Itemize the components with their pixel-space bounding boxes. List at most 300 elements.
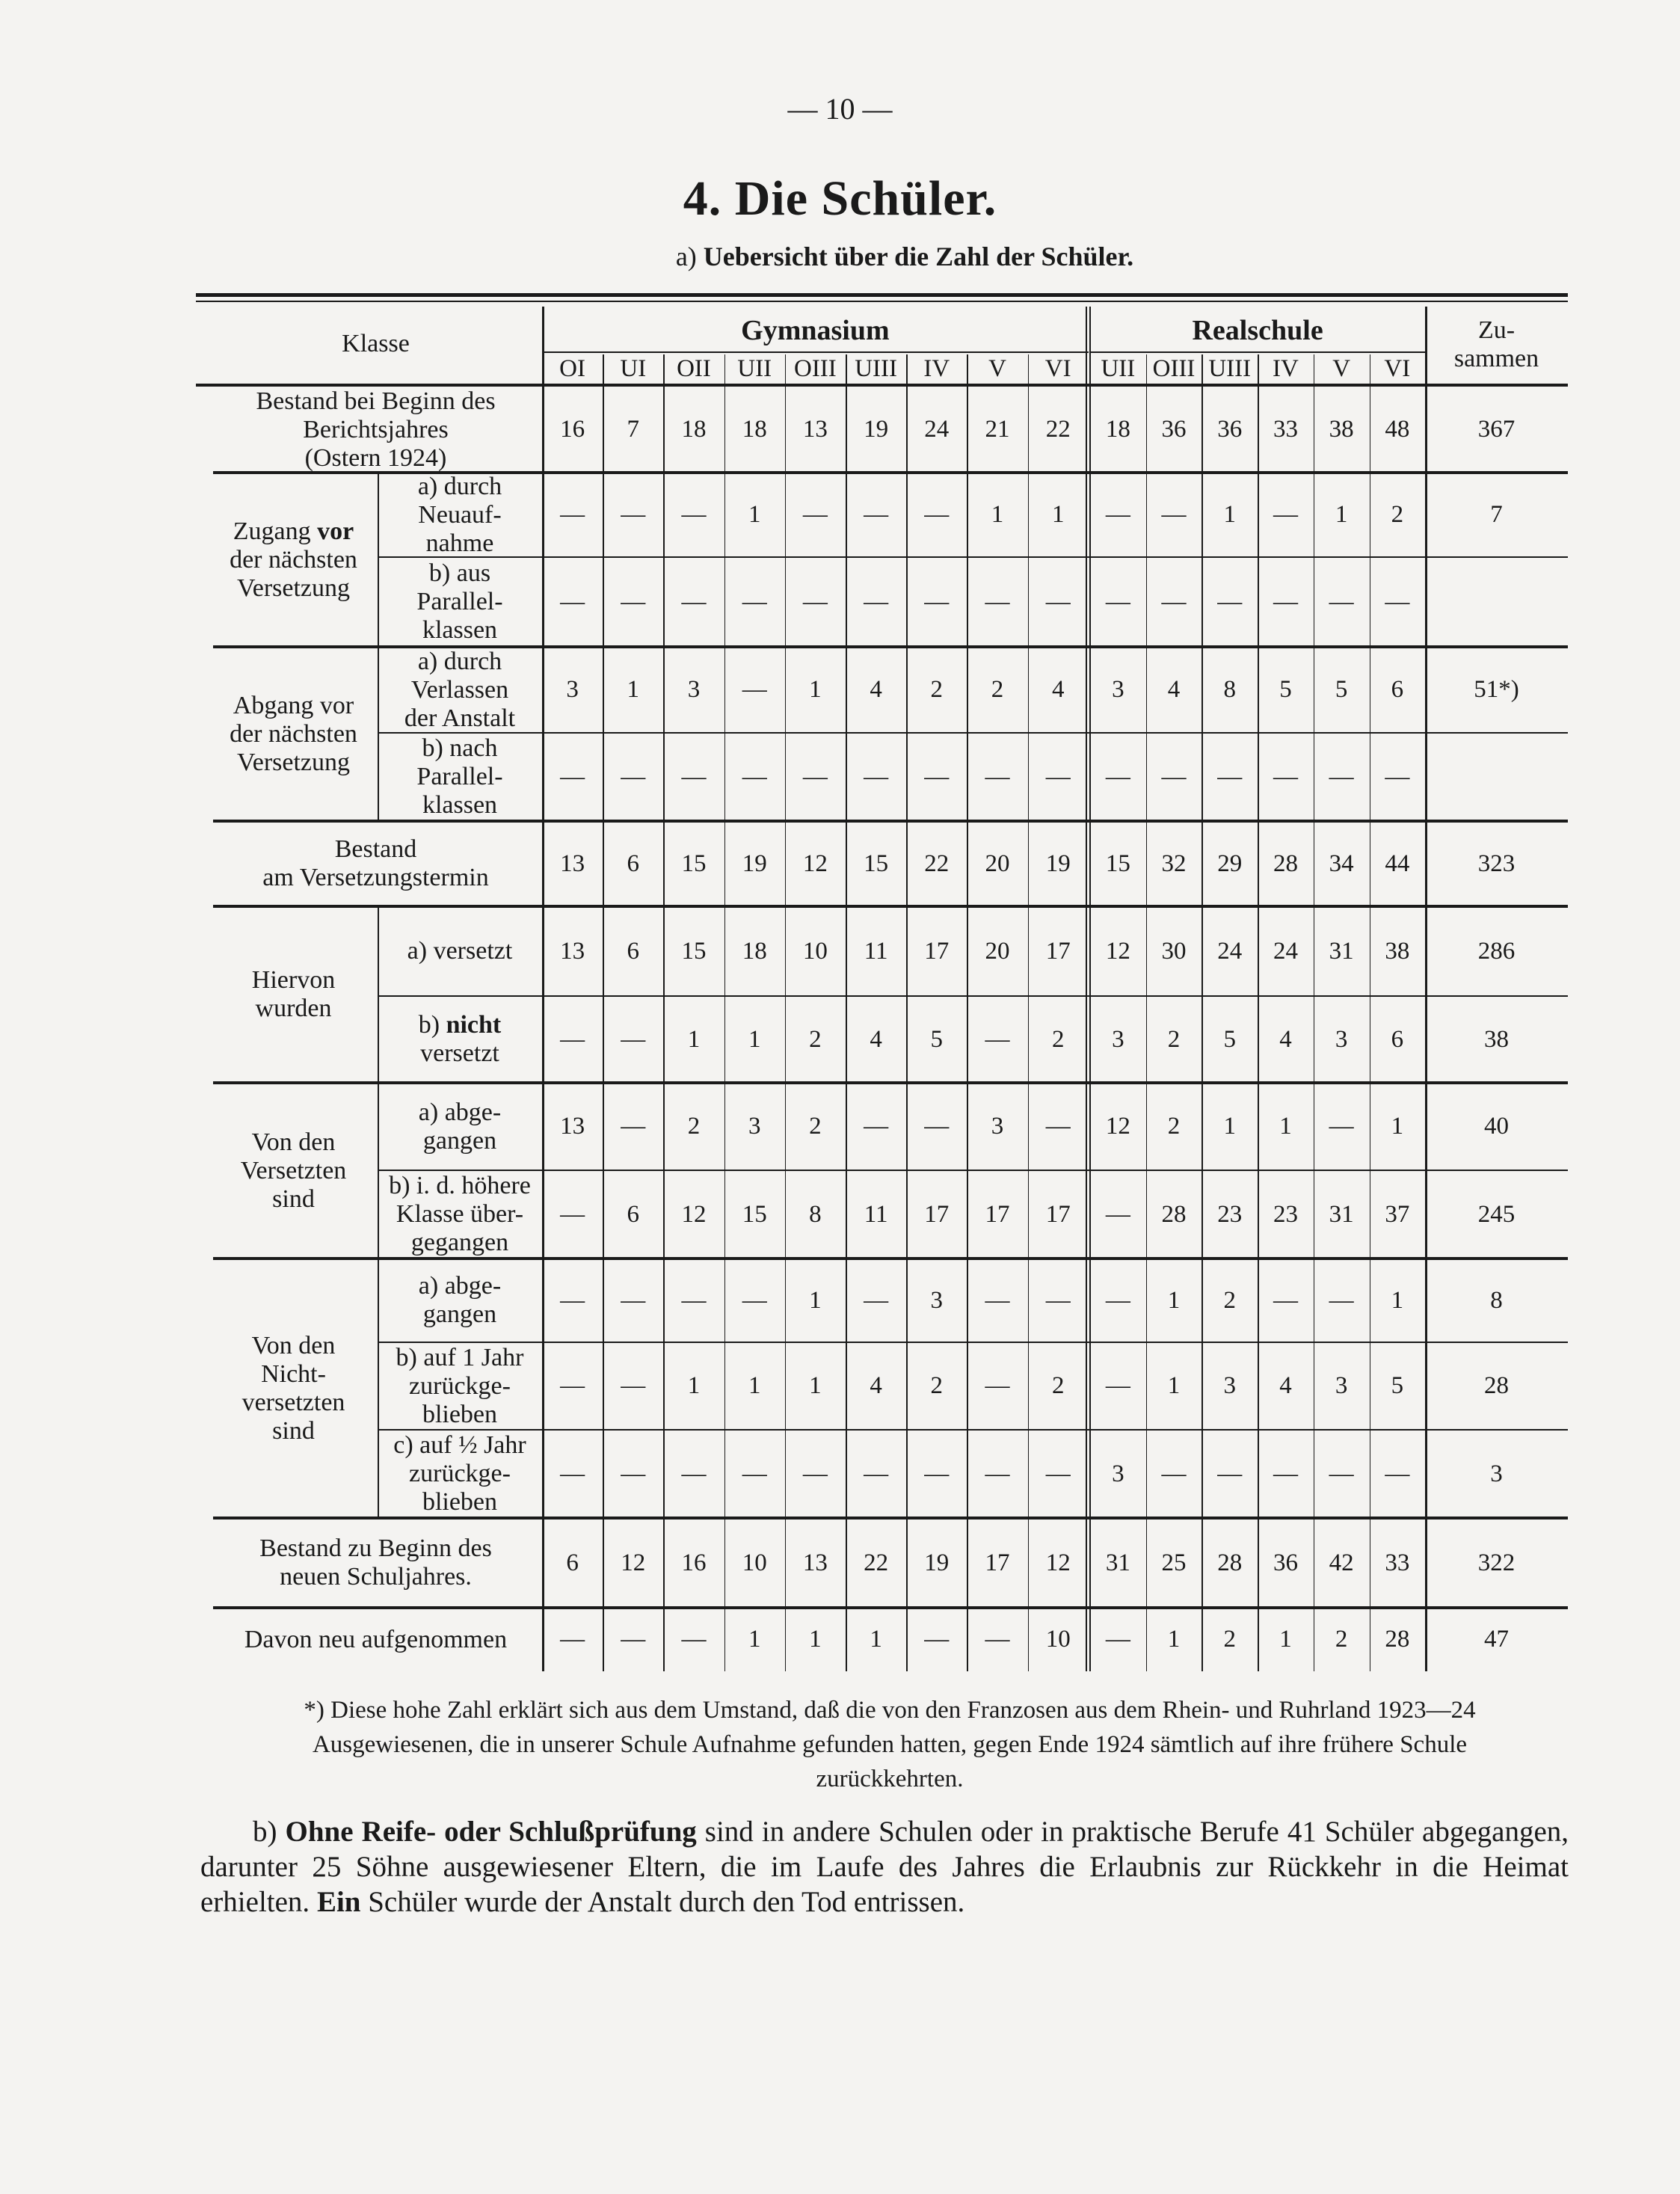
cell-real-UIII: 1 xyxy=(1223,501,1236,528)
cell-gym-UI: 1 xyxy=(627,676,640,703)
group-label-versetzten xyxy=(209,1083,378,1259)
cell-total: 51*) xyxy=(1474,676,1519,703)
cell-gym-UI: — xyxy=(621,1372,646,1399)
cell-gym-OIII: 2 xyxy=(809,1113,822,1140)
cell-gym-VI: — xyxy=(1045,1286,1071,1314)
cell-gym-VI: — xyxy=(1045,1113,1071,1140)
cell-real-V: 3 xyxy=(1335,1025,1348,1053)
cell-gym-UII: 19 xyxy=(742,849,767,877)
cell-total: 286 xyxy=(1477,937,1516,965)
cell-gym-V: — xyxy=(985,1626,1010,1653)
cell-gym-UIII: — xyxy=(864,501,889,528)
cell-real-IV: 28 xyxy=(1273,849,1298,877)
label-line: zurückge- xyxy=(409,1371,511,1400)
cell-gym-OII: 15 xyxy=(681,937,707,965)
col-header-gym-OIII: OIII xyxy=(793,354,837,382)
label-line: a) durch xyxy=(417,472,502,500)
label-line: Bestand zu Beginn des xyxy=(259,1534,492,1562)
label-line: Bestand bei Beginn des xyxy=(256,387,496,415)
cell-real-OIII: 32 xyxy=(1161,849,1187,877)
label-line: Klasse über- xyxy=(396,1200,524,1228)
cell-real-VI: 33 xyxy=(1385,1549,1410,1576)
sub-label-divider xyxy=(378,647,379,821)
cell-real-V: — xyxy=(1329,1286,1354,1314)
sub-label-divider xyxy=(378,1083,379,1259)
cell-gym-OII: — xyxy=(681,1286,707,1314)
cell-gym-OI: 13 xyxy=(560,937,585,965)
cell-real-OIII: 1 xyxy=(1167,1372,1181,1399)
cell-gym-OI: — xyxy=(560,1286,585,1314)
cell-gym-UI: — xyxy=(621,1460,646,1487)
cell-real-OIII: 36 xyxy=(1161,416,1187,443)
cell-gym-OII: 1 xyxy=(687,1372,701,1399)
label-line: Zu- xyxy=(1477,316,1516,344)
group-label-zugang xyxy=(209,473,378,647)
cell-gym-V: — xyxy=(985,1372,1010,1399)
row-label xyxy=(378,1342,542,1430)
cell-real-UIII: 1 xyxy=(1223,1113,1236,1140)
cell-gym-OII: 16 xyxy=(681,1549,707,1576)
cell-real-UII: 12 xyxy=(1105,937,1130,965)
cell-gym-IV: — xyxy=(924,501,950,528)
cell-real-V: 42 xyxy=(1329,1549,1354,1576)
cell-real-V: — xyxy=(1329,763,1354,790)
cell-gym-UII: — xyxy=(742,763,767,790)
cell-gym-VI: — xyxy=(1045,588,1071,615)
label-line: Parallel- xyxy=(416,588,503,615)
cell-gym-UII: 10 xyxy=(742,1549,767,1576)
cell-real-VI: 6 xyxy=(1391,1025,1404,1053)
cell-real-UII: — xyxy=(1105,1372,1130,1399)
top-rule-thick xyxy=(196,293,1568,297)
cell-real-IV: — xyxy=(1273,501,1298,528)
label-line: Hiervon xyxy=(251,966,336,994)
cell-gym-IV: 2 xyxy=(930,676,944,703)
cell-gym-OII: — xyxy=(681,501,707,528)
cell-real-UII: — xyxy=(1105,588,1130,615)
cell-real-IV: 24 xyxy=(1273,937,1298,965)
label-line: der nächsten xyxy=(230,545,357,574)
cell-total: 3 xyxy=(1490,1460,1503,1487)
cell-gym-UII: 3 xyxy=(748,1113,761,1140)
cell-real-UII: — xyxy=(1105,501,1130,528)
cell-real-OIII: 1 xyxy=(1167,1286,1181,1314)
cell-real-IV: 1 xyxy=(1279,1626,1292,1653)
cell-gym-V: — xyxy=(985,1025,1010,1053)
col-divider xyxy=(603,354,604,1671)
cell-real-V: — xyxy=(1329,588,1354,615)
cell-real-UII: — xyxy=(1105,1286,1130,1314)
col-divider xyxy=(785,354,787,1671)
cell-real-VI: 2 xyxy=(1391,501,1404,528)
row-label xyxy=(378,647,542,733)
cell-gym-UIII: — xyxy=(864,1460,889,1487)
cell-gym-IV: 2 xyxy=(930,1372,944,1399)
row-label xyxy=(378,1259,542,1342)
cell-real-VI: 6 xyxy=(1391,676,1404,703)
cell-gym-V: 3 xyxy=(991,1113,1004,1140)
cell-total: 38 xyxy=(1484,1025,1509,1053)
cell-total: 40 xyxy=(1484,1113,1509,1140)
cell-real-V: 31 xyxy=(1329,1200,1354,1228)
cell-gym-VI: 1 xyxy=(1051,501,1065,528)
cell-gym-UII: 15 xyxy=(742,1200,767,1228)
cell-real-IV: — xyxy=(1273,1286,1298,1314)
cell-real-IV: — xyxy=(1273,588,1298,615)
col-divider xyxy=(967,354,968,1671)
cell-gym-OIII: 1 xyxy=(809,1372,822,1399)
cell-gym-UIII: — xyxy=(864,1113,889,1140)
cell-real-VI: — xyxy=(1385,1460,1410,1487)
cell-gym-IV: — xyxy=(924,1113,950,1140)
label-line: b) aus xyxy=(428,559,491,587)
row-label xyxy=(209,387,542,473)
label-line: Von den xyxy=(251,1128,336,1156)
sub-label-divider xyxy=(378,473,379,647)
cell-gym-IV: 17 xyxy=(924,1200,950,1228)
cell-real-IV: — xyxy=(1273,1460,1298,1487)
cell-real-VI: 37 xyxy=(1385,1200,1410,1228)
row-label xyxy=(378,1083,542,1170)
cell-gym-IV: 17 xyxy=(924,937,950,965)
cell-gym-OII: 2 xyxy=(687,1113,701,1140)
para-bold-lead: Ohne Reife- oder Schlußprüfung xyxy=(285,1816,697,1848)
label-line: der Anstalt xyxy=(404,704,516,732)
footnote: *) Diese hohe Zahl erklärt sich aus dem Umstand, daß die von den Franzosen aus dem Rhein- und Ruhrland 1923—24 Ausgewiesenen, die in unserer Schule Aufnahme gefunden hatten, gegen Ende 1924 sämtlich auf ihre frühere Schule zurückkehrten. xyxy=(304,1697,1476,1792)
label-line: Von den xyxy=(251,1331,336,1359)
label-line: Berichtsjahres xyxy=(303,415,449,443)
cell-gym-V: — xyxy=(985,588,1010,615)
page-number: — 10 — xyxy=(787,92,893,126)
label-line: c) auf ½ Jahr xyxy=(393,1431,526,1459)
cell-gym-VI: 17 xyxy=(1045,1200,1071,1228)
cell-gym-OII: 3 xyxy=(687,676,701,703)
row-label xyxy=(378,473,542,557)
cell-real-VI: 44 xyxy=(1385,849,1410,877)
label-line: versetzt xyxy=(420,1039,499,1067)
cell-gym-UIII: 4 xyxy=(870,1025,882,1053)
cell-real-UII: — xyxy=(1105,1200,1130,1228)
col-divider xyxy=(1146,354,1148,1671)
cell-real-IV: 1 xyxy=(1279,1113,1292,1140)
label-line: blieben xyxy=(422,1400,498,1428)
cell-gym-OIII: — xyxy=(802,1460,828,1487)
label-line: klassen xyxy=(422,791,498,819)
cell-gym-OIII: 2 xyxy=(809,1025,822,1053)
cell-gym-UI: 12 xyxy=(621,1549,646,1576)
sub-label-divider xyxy=(378,906,379,1083)
label-line: Versetzung xyxy=(236,574,351,602)
row-label xyxy=(378,1430,542,1518)
cell-gym-OI: — xyxy=(560,1200,585,1228)
page-title: 4. Die Schüler. xyxy=(683,171,997,226)
cell-gym-UIII: 15 xyxy=(864,849,889,877)
cell-gym-IV: — xyxy=(924,1626,950,1653)
cell-total: 28 xyxy=(1484,1372,1509,1399)
cell-gym-OII: 18 xyxy=(681,416,707,443)
cell-gym-OI: — xyxy=(560,1626,585,1653)
col-header-gym-OI: OI xyxy=(559,354,585,382)
cell-gym-UIII: 11 xyxy=(864,937,888,965)
cell-real-UII: 31 xyxy=(1105,1549,1130,1576)
cell-gym-V: 1 xyxy=(991,501,1004,528)
cell-gym-OIII: 13 xyxy=(802,1549,828,1576)
cell-gym-UI: 7 xyxy=(627,416,640,443)
table-rule xyxy=(542,351,1089,353)
cell-real-OIII: 28 xyxy=(1161,1200,1187,1228)
col-header-gym-OII: OII xyxy=(677,354,711,382)
group-label-abgang xyxy=(209,647,378,821)
cell-real-OIII: 30 xyxy=(1161,937,1187,965)
cell-gym-V: 2 xyxy=(991,676,1004,703)
subtitle-prefix: a) xyxy=(675,242,697,271)
row-label xyxy=(378,996,542,1083)
school-divider xyxy=(1089,307,1091,1671)
cell-total xyxy=(1425,557,1568,647)
cell-gym-OI: — xyxy=(560,1025,585,1053)
header-gymnasium: Gymnasium xyxy=(741,315,890,346)
cell-gym-V: 20 xyxy=(985,937,1010,965)
cell-gym-UIII: — xyxy=(864,1286,889,1314)
cell-real-UIII: 36 xyxy=(1217,416,1243,443)
cell-real-V: 3 xyxy=(1335,1372,1348,1399)
cell-real-V: 34 xyxy=(1329,849,1354,877)
cell-total xyxy=(1425,733,1568,821)
col-divider xyxy=(846,354,847,1671)
top-rule-thin xyxy=(196,301,1568,302)
cell-gym-UII: 1 xyxy=(748,1372,761,1399)
col-header-real-OIII: OIII xyxy=(1152,354,1196,382)
cell-real-V: 31 xyxy=(1329,937,1354,965)
col-header-real-V: V xyxy=(1332,354,1351,382)
cell-gym-VI: — xyxy=(1045,1460,1071,1487)
header-klasse: Klasse xyxy=(342,330,410,357)
cell-gym-OII: — xyxy=(681,1626,707,1653)
cell-gym-UI: — xyxy=(621,1286,646,1314)
cell-real-UIII: — xyxy=(1217,763,1243,790)
cell-gym-UIII: 22 xyxy=(864,1549,889,1576)
cell-gym-IV: 24 xyxy=(924,416,950,443)
school-divider xyxy=(1086,307,1087,1671)
cell-gym-UII: 1 xyxy=(748,1626,761,1653)
cell-real-OIII: — xyxy=(1161,1460,1187,1487)
label-column-divider xyxy=(542,307,544,1671)
cell-real-UIII: 23 xyxy=(1217,1200,1243,1228)
cell-real-VI: — xyxy=(1385,763,1410,790)
cell-gym-UIII: 4 xyxy=(870,1372,882,1399)
cell-gym-OI: — xyxy=(560,588,585,615)
cell-gym-OI: — xyxy=(560,1372,585,1399)
cell-real-UII: 3 xyxy=(1112,676,1124,703)
cell-real-UIII: 3 xyxy=(1223,1372,1236,1399)
label-line: Nicht- xyxy=(261,1359,326,1388)
cell-gym-OII: 1 xyxy=(687,1025,701,1053)
row-label xyxy=(209,1518,542,1608)
label-line: Parallel- xyxy=(416,763,503,790)
label-line: Verlassen xyxy=(410,675,509,704)
col-divider xyxy=(1028,354,1030,1671)
cell-gym-OIII: — xyxy=(802,501,828,528)
cell-gym-VI: 2 xyxy=(1051,1372,1065,1399)
label-line: gangen xyxy=(422,1300,497,1328)
cell-real-OIII: 2 xyxy=(1167,1113,1181,1140)
para-text-1: sind in andere Schulen oder in praktische Berufe 41 Schüler abgegangen, darunter 25 Söhne ausgewiesener Eltern, die im Laufe des Jahres die Erlaubnis zur Rückkehr in die Heimat erhielten. xyxy=(200,1816,1569,1918)
cell-gym-OI: — xyxy=(560,1460,585,1487)
cell-gym-UI: 6 xyxy=(627,937,640,965)
cell-gym-V: 21 xyxy=(985,416,1010,443)
label-line: versetzten xyxy=(241,1388,345,1416)
col-header-real-VI: VI xyxy=(1384,354,1411,382)
cell-gym-VI: 22 xyxy=(1045,416,1071,443)
cell-gym-UI: 6 xyxy=(627,1200,640,1228)
cell-real-UII: 18 xyxy=(1105,416,1130,443)
cell-gym-UII: 18 xyxy=(742,416,767,443)
cell-gym-UIII: — xyxy=(864,588,889,615)
cell-gym-UI: — xyxy=(621,501,646,528)
cell-gym-IV: — xyxy=(924,588,950,615)
cell-gym-OIII: — xyxy=(802,763,828,790)
cell-gym-VI: 17 xyxy=(1045,937,1071,965)
label-line: Zugang vor xyxy=(233,517,354,545)
para-bold-mid: Ein xyxy=(316,1886,361,1918)
cell-gym-UII: — xyxy=(742,1460,767,1487)
col-header-gym-IV: IV xyxy=(923,354,950,382)
cell-real-UIII: 8 xyxy=(1223,676,1236,703)
cell-real-V: 38 xyxy=(1329,416,1354,443)
cell-gym-OIII: — xyxy=(802,588,828,615)
row-label xyxy=(378,557,542,647)
cell-gym-OIII: 8 xyxy=(809,1200,822,1228)
cell-real-V: 1 xyxy=(1335,501,1348,528)
label-line: Versetzten xyxy=(240,1156,347,1184)
group-label-hiervon xyxy=(209,906,378,1083)
col-divider xyxy=(906,354,908,1671)
cell-total: 7 xyxy=(1490,501,1503,528)
cell-gym-VI: 12 xyxy=(1045,1549,1071,1576)
col-header-gym-UIII: UIII xyxy=(855,354,897,382)
cell-gym-UIII: 19 xyxy=(864,416,889,443)
cell-total: 47 xyxy=(1484,1626,1509,1653)
header-realschule: Realschule xyxy=(1192,315,1323,346)
cell-gym-OI: — xyxy=(560,763,585,790)
col-header-real-IV: IV xyxy=(1273,354,1299,382)
row-label xyxy=(378,906,542,996)
cell-real-VI: 1 xyxy=(1391,1286,1404,1314)
label-line: (Ostern 1924) xyxy=(304,443,447,472)
row-label xyxy=(209,821,542,906)
sub-label-divider xyxy=(378,1259,379,1518)
cell-gym-UII: 1 xyxy=(748,501,761,528)
cell-gym-OIII: 12 xyxy=(802,849,828,877)
cell-gym-OIII: 1 xyxy=(809,676,822,703)
label-line: sind xyxy=(272,1184,315,1213)
col-divider xyxy=(663,354,665,1671)
label-line: wurden xyxy=(255,995,332,1022)
cell-gym-V: 20 xyxy=(985,849,1010,877)
cell-gym-OII: 12 xyxy=(681,1200,707,1228)
cell-gym-OII: — xyxy=(681,1460,707,1487)
cell-real-OIII: — xyxy=(1161,588,1187,615)
cell-real-V: 5 xyxy=(1335,676,1348,703)
col-header-real-UII: UII xyxy=(1101,354,1136,382)
cell-gym-UII: — xyxy=(742,588,767,615)
cell-real-VI: 1 xyxy=(1391,1113,1404,1140)
cell-gym-OIII: 1 xyxy=(809,1286,822,1314)
cell-gym-OII: — xyxy=(681,763,707,790)
label-line: klassen xyxy=(422,616,498,644)
row-label xyxy=(209,1608,542,1671)
cell-gym-OII: — xyxy=(681,588,707,615)
label-line: b) auf 1 Jahr xyxy=(396,1343,524,1371)
label-line-nicht: b) nicht xyxy=(418,1011,502,1039)
para-prefix: b) xyxy=(253,1816,277,1848)
cell-total: 245 xyxy=(1477,1200,1516,1228)
cell-gym-UII: — xyxy=(742,676,767,703)
cell-total: 367 xyxy=(1477,416,1516,443)
cell-real-OIII: 4 xyxy=(1167,676,1181,703)
cell-total: 323 xyxy=(1477,849,1516,877)
label-line: neuen Schuljahres. xyxy=(280,1563,472,1591)
cell-gym-UI: — xyxy=(621,1626,646,1653)
cell-real-VI: 48 xyxy=(1385,416,1410,443)
cell-gym-UI: — xyxy=(621,763,646,790)
cell-gym-V: — xyxy=(985,1286,1010,1314)
paragraph-b xyxy=(200,1814,1569,1920)
cell-gym-OI: 13 xyxy=(560,1113,585,1140)
cell-gym-OI: 16 xyxy=(560,416,585,443)
label-line: gegangen xyxy=(410,1229,509,1256)
cell-real-IV: 36 xyxy=(1273,1549,1298,1576)
cell-real-UIII: 2 xyxy=(1223,1286,1236,1314)
cell-gym-OIII: 10 xyxy=(802,937,828,965)
cell-gym-OI: — xyxy=(560,501,585,528)
total-divider xyxy=(1425,307,1427,1671)
cell-gym-VI: 10 xyxy=(1045,1626,1071,1653)
cell-real-VI: — xyxy=(1385,588,1410,615)
label-line: nahme xyxy=(425,529,494,557)
cell-gym-UII: 18 xyxy=(742,937,767,965)
row-label xyxy=(378,733,542,821)
cell-gym-OI: 13 xyxy=(560,849,585,877)
label-line: der nächsten xyxy=(230,719,357,748)
col-header-gym-UI: UI xyxy=(620,354,647,382)
cell-gym-UIII: 11 xyxy=(864,1200,888,1228)
label-line: Abgang vor xyxy=(233,691,354,719)
col-divider xyxy=(1370,354,1371,1671)
cell-gym-VI: — xyxy=(1045,763,1071,790)
cell-real-V: 2 xyxy=(1335,1626,1348,1653)
cell-gym-V: 17 xyxy=(985,1549,1010,1576)
label-line: gangen xyxy=(422,1126,497,1155)
cell-gym-OII: 15 xyxy=(681,849,707,877)
cell-gym-VI: 19 xyxy=(1045,849,1071,877)
label-line: a) durch xyxy=(417,647,502,675)
cell-gym-OI: 6 xyxy=(566,1549,579,1576)
cell-real-UIII: 28 xyxy=(1217,1549,1243,1576)
cell-real-VI: 38 xyxy=(1385,937,1410,965)
label-line: a) abge- xyxy=(418,1098,502,1126)
cell-gym-VI: 4 xyxy=(1051,676,1065,703)
col-header-real-UIII: UIII xyxy=(1208,354,1252,382)
group-label-nicht xyxy=(209,1259,378,1518)
cell-real-V: — xyxy=(1329,1113,1354,1140)
label-line: b) nach xyxy=(422,734,498,762)
cell-real-VI: 5 xyxy=(1391,1372,1404,1399)
col-header-gym-VI: VI xyxy=(1044,354,1071,382)
cell-real-UII: — xyxy=(1105,763,1130,790)
label-line: sammen xyxy=(1453,345,1539,372)
cell-real-UIII: — xyxy=(1217,588,1243,615)
